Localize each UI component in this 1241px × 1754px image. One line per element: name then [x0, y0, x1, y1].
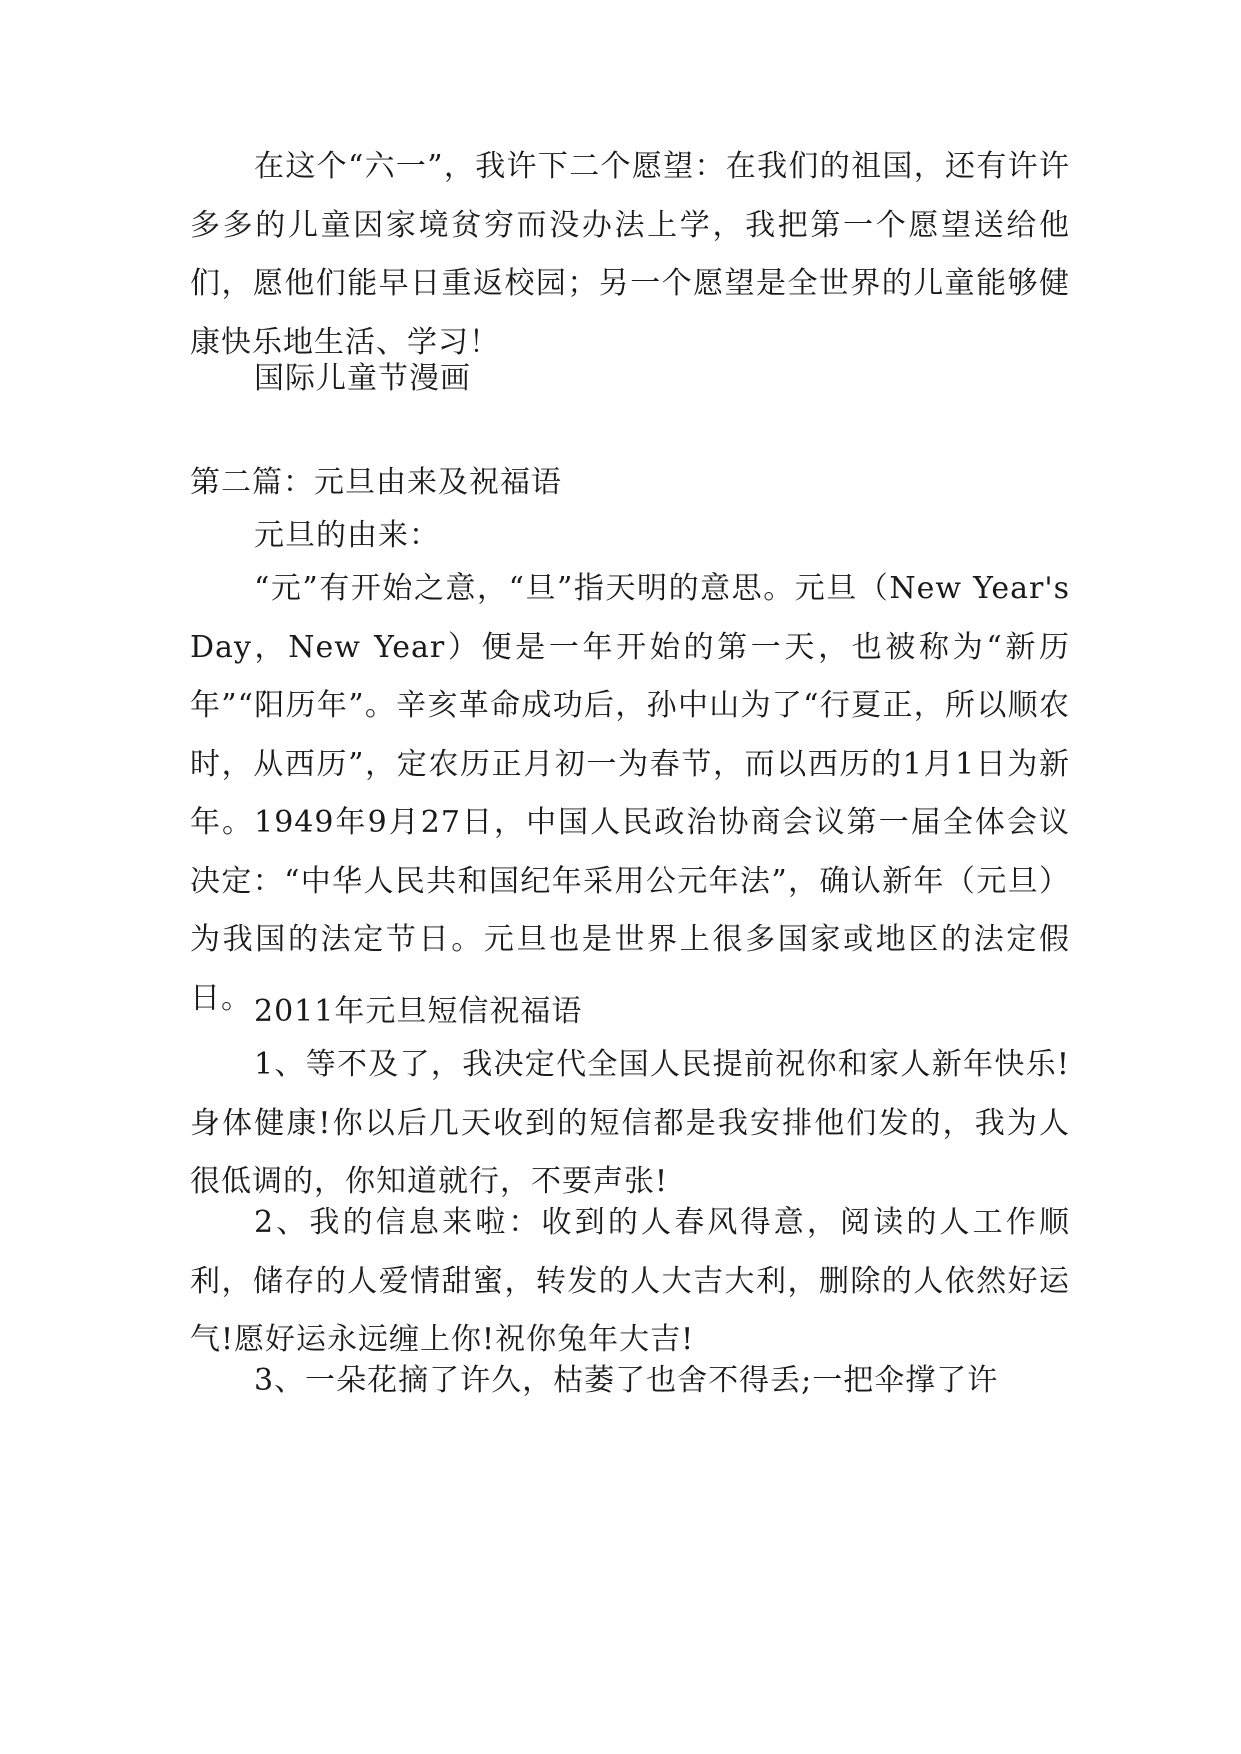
paragraph-cartoon-caption: 国际儿童节漫画 — [254, 361, 471, 396]
paragraph-wish-3: 3、一朵花摘了许久，枯萎了也舍不得丢;一把伞撑了许 — [254, 1363, 999, 1398]
paragraph-wish-2: 2、我的信息来啦：收到的人春风得意，阅读的人工作顺利，储存的人爱情甜蜜，转发的人大吉大利，删除的人依然好运气!愿好运永远缠上你!祝你兔年大吉! — [190, 1205, 1070, 1357]
paragraph-wish-1: 1、等不及了，我决定代全国人民提前祝你和家人新年快乐!身体健康!你以后几天收到的短信都是我安排他们发的，我为人很低调的，你知道就行，不要声张! — [190, 1047, 1070, 1199]
paragraph-sms-heading: 2011年元旦短信祝福语 — [254, 994, 583, 1029]
paragraph-origin-subheading: 元旦的由来： — [254, 518, 440, 553]
paragraph-children-day-wishes: 在这个“六一”，我许下二个愿望：在我们的祖国，还有许许多多的儿童因家境贫穷而没办法上学，我把第一个愿望送给他们，愿他们能早日重返校园；另一个愿望是全世界的儿童能够健康快乐地生活、学习！ — [190, 149, 1070, 360]
paragraph-new-year-origin: “元”有开始之意，“旦”指天明的意思。元旦（New Year's Day，New Year）便是一年开始的第一天，也被称为“新历年”“阳历年”。辛亥革命成功后，孙中山为了“行夏正，所以顺农时，从西历”，定农历正月初一为春节，而以西历的1月1日为新年。1949年9月27日，中国人民政治协商会议第一届全体会议决定：“中华人民共和国纪年采用公元年法”，确认新年（元旦）为我国的法定节日。元旦也是世界上很多国家或地区的法定假日。 — [190, 571, 1070, 1016]
section-heading: 第二篇：元旦由来及祝福语 — [190, 465, 562, 500]
